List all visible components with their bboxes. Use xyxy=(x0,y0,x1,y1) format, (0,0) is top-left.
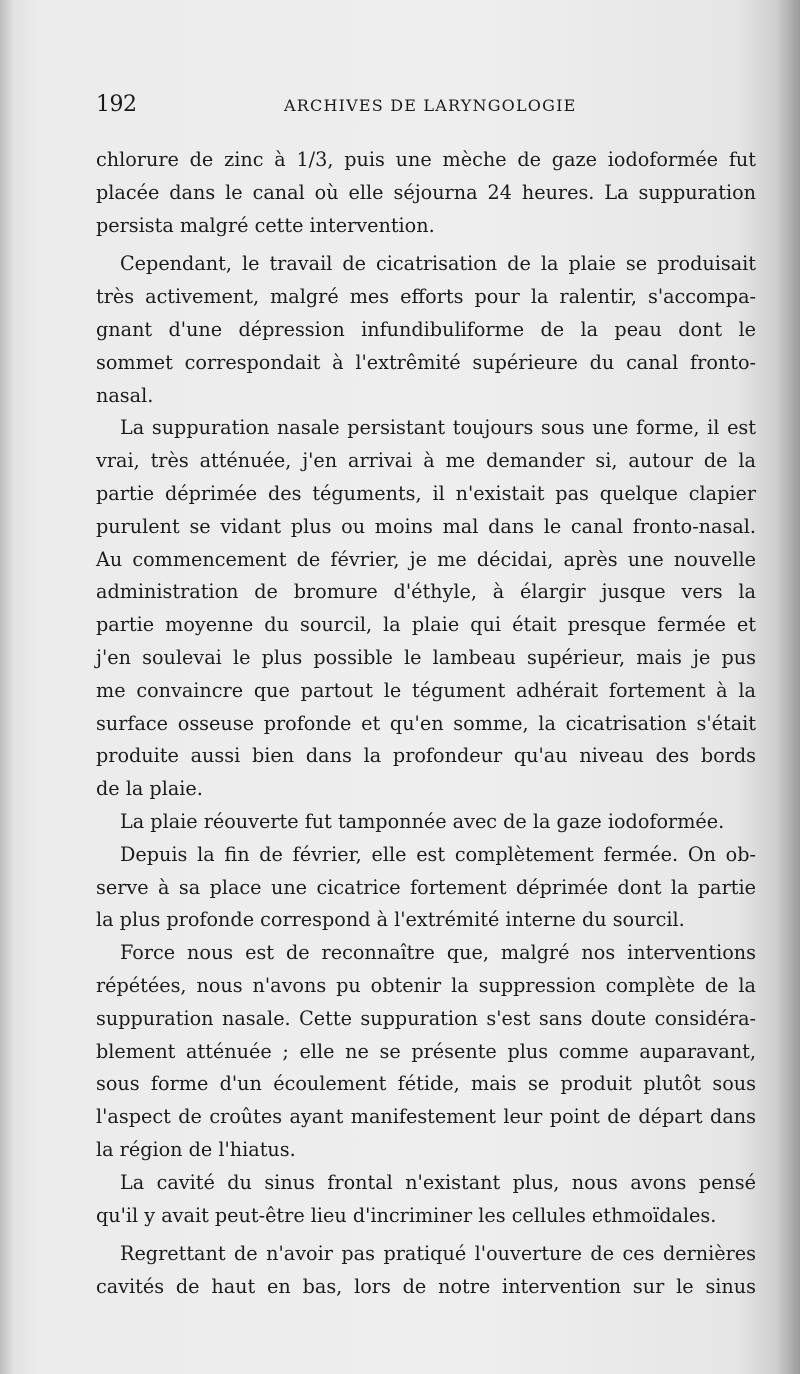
text-line: la région de l'hiatus. xyxy=(96,1137,296,1161)
text-line: La cavité du sinus frontal n'existant plus, nous avons pensé xyxy=(120,1170,756,1194)
body-text xyxy=(96,144,756,1304)
paragraph xyxy=(96,839,756,937)
paragraph xyxy=(96,412,756,806)
text-line: administration de bromure d'éthyle, à élargir jusque vers la xyxy=(96,580,756,604)
text-line: très activement, malgré mes efforts pour la ralentir, s'accompa- xyxy=(96,285,756,309)
text-line: suppuration nasale. Cette suppuration s'est sans doute considéra- xyxy=(96,1006,756,1030)
text-line: la plus profonde correspond à l'extrémité interne du sourcil. xyxy=(96,908,685,932)
text-line: serve à sa place une cicatrice fortement déprimée dont la partie xyxy=(96,875,756,899)
text-line: partie moyenne du sourcil, la plaie qui était presque fermée et xyxy=(96,613,756,637)
text-line: purulent se vidant plus ou moins mal dans le canal fronto-nasal. xyxy=(96,514,756,538)
paragraph xyxy=(96,144,756,242)
paragraph xyxy=(96,248,756,412)
text-line: Force nous est de reconnaître que, malgré nos interventions xyxy=(120,941,756,965)
paragraph xyxy=(96,1238,756,1304)
text-line: gnant d'une dépression infundibuliforme de la peau dont le xyxy=(96,317,756,341)
paragraph xyxy=(96,937,756,1167)
text-line: Regrettant de n'avoir pas pratiqué l'ouverture de ces dernières xyxy=(120,1242,756,1266)
text-line: nasal. xyxy=(96,383,154,407)
text-line: me convaincre que partout le tégument adhérait fortement à la xyxy=(96,678,756,702)
text-line: de la plaie. xyxy=(96,777,203,801)
text-line: produite aussi bien dans la profondeur qu'au niveau des bords xyxy=(96,744,756,768)
text-line: placée dans le canal où elle séjourna 24 heures. La suppuration xyxy=(96,180,756,204)
text-line: qu'il y avait peut-être lieu d'incriminer les cellules ethmoïdales. xyxy=(96,1203,717,1227)
text-line: Au commencement de février, je me décidai, après une nouvelle xyxy=(96,547,756,571)
text-line: blement atténuée ; elle ne se présente plus comme auparavant, xyxy=(96,1039,756,1063)
text-line: j'en soulevai le plus possible le lambeau supérieur, mais je pus xyxy=(96,645,756,669)
text-line: Cependant, le travail de cicatrisation de la plaie se produisait xyxy=(120,252,756,276)
text-line: cavités de haut en bas, lors de notre intervention sur le sinus xyxy=(96,1275,756,1299)
page-header xyxy=(96,92,756,122)
text-line: partie déprimée des téguments, il n'existait pas quelque clapier xyxy=(96,481,756,505)
text-line: La plaie réouverte fut tamponnée avec de la gaze iodoformée. xyxy=(120,809,725,833)
text-line: sous forme d'un écoulement fétide, mais se produit plutôt sous xyxy=(96,1072,756,1096)
paragraph xyxy=(96,1167,756,1233)
text-line: persista malgré cette intervention. xyxy=(96,213,435,237)
text-line: répétées, nous n'avons pu obtenir la suppression complète de la xyxy=(96,973,756,997)
text-line: sommet correspondait à l'extrêmité supérieure du canal fronto- xyxy=(96,350,756,374)
text-line: vrai, très atténuée, j'en arrivai à me demander si, autour de la xyxy=(96,449,756,473)
text-line: surface osseuse profonde et qu'en somme, la cicatrisation s'était xyxy=(96,711,756,735)
text-line: La suppuration nasale persistant toujours sous une forme, il est xyxy=(120,416,756,440)
page-number: 192 xyxy=(96,92,137,117)
text-line: Depuis la fin de février, elle est complètement fermée. On ob- xyxy=(120,842,756,866)
running-head: ARCHIVES DE LARYNGOLOGIE xyxy=(284,96,577,115)
text-line: chlorure de zinc à 1/3, puis une mèche de gaze iodoformée fut xyxy=(96,148,756,171)
text-line: l'aspect de croûtes ayant manifestement leur point de départ dans xyxy=(96,1105,756,1129)
paragraph xyxy=(96,806,756,839)
